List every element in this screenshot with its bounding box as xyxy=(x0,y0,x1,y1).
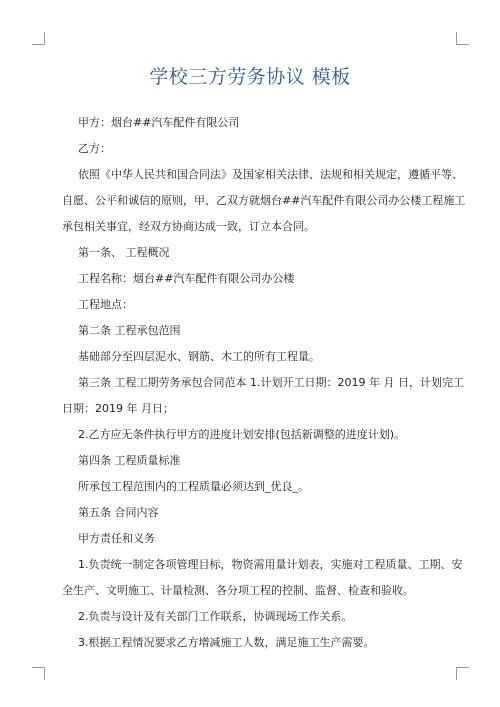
preamble-line-3: 承包相关事宜，经双方协商达成一致，订立本合同。 xyxy=(62,220,315,233)
article-2-heading: 第二条 工程承包范围 xyxy=(78,324,181,337)
schedule-clause-line: 2.乙方应无条件执行甲方的进度计划安排(包括新调整的进度计划)。 xyxy=(78,428,406,441)
article-4-heading: 第四条 工程质量标准 xyxy=(78,454,181,467)
article-5-heading: 第五条 合同内容 xyxy=(78,506,159,519)
page-corner-mark-bottom-right xyxy=(456,667,469,680)
page-corner-mark-top-left xyxy=(32,32,45,45)
preamble-line-1: 依照《中华人民共和国合同法》及国家相关法律、法规和相关规定，遵循平等、 xyxy=(78,168,463,181)
duty-3-line: 3.根据工程情况要求乙方增减施工人数，满足施工生产需要。 xyxy=(78,636,375,649)
duty-1-line-2: 全生产、文明施工、计量检测、各分项工程的控制、监督、检查和验收。 xyxy=(62,584,414,597)
project-location-line: 工程地点： xyxy=(78,298,133,311)
project-name-line: 工程名称：烟台##汽车配件有限公司办公楼 xyxy=(78,272,295,285)
page-corner-mark-bottom-left xyxy=(32,667,45,680)
article-3-line-1: 第三条 工程工期劳务承包合同范本 1.计划开工日期：2019 年 月 日，计划完工 xyxy=(78,376,464,389)
duty-1-line-1: 1.负责统一制定各项管理目标，物资需用量计划表，实施对工程质量、工期、安 xyxy=(78,558,463,571)
article-3-line-2: 日期：2019 年 月日； xyxy=(62,402,174,415)
party-b-line: 乙方： xyxy=(78,142,111,155)
quality-standard-line: 所承包工程范围内的工程质量必须达到_优良_。 xyxy=(78,480,309,493)
scope-line: 基础部分至四层泥水、钢筋、木工的所有工程量。 xyxy=(78,350,320,363)
duty-2-line: 2.负责与设计及有关部门工作联系，协调现场工作关系。 xyxy=(78,610,353,623)
page-corner-mark-top-right xyxy=(456,32,469,45)
document-title: 学校三方劳务协议 模板 xyxy=(149,66,351,88)
article-1-heading: 第一条、 工程概况 xyxy=(78,246,170,259)
preamble-line-2: 自愿、公平和诚信的原则，甲、乙双方就烟台##汽车配件有限公司办公楼工程施工 xyxy=(62,194,466,207)
party-a-duties-heading: 甲方责任和义务 xyxy=(78,532,155,545)
party-a-line: 甲方：烟台##汽车配件有限公司 xyxy=(78,116,240,129)
